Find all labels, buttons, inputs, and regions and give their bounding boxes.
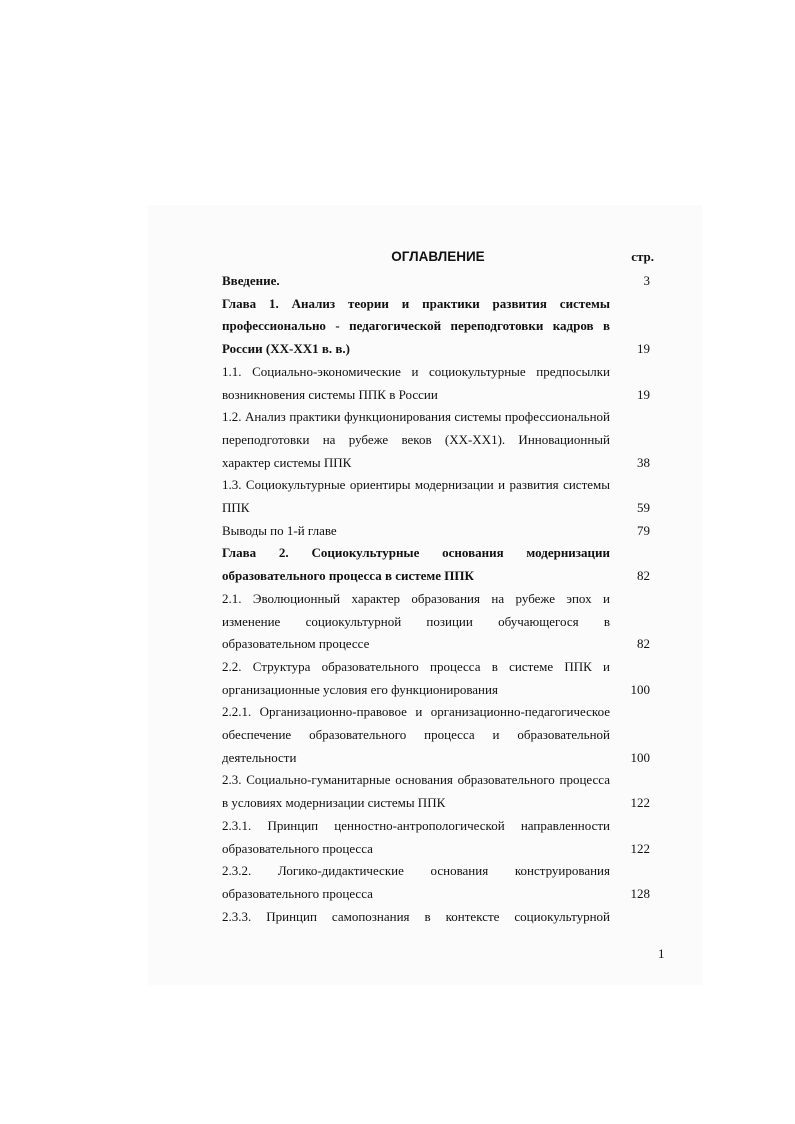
toc-entry-text: Введение.: [222, 273, 280, 288]
toc-entries: [222, 270, 654, 928]
toc-entry-text: 2.3.1. Принцип ценностно-антропологической направленности образовательного процесса: [222, 817, 610, 856]
toc-entry-page: 122: [630, 795, 650, 811]
toc-entry-page: 100: [630, 681, 650, 697]
page-number: 1: [658, 946, 665, 961]
page-column-label: стр.: [631, 249, 654, 264]
toc-entry: [222, 542, 654, 587]
toc-entry-page: 122: [630, 840, 650, 856]
toc-entry: [222, 701, 654, 769]
toc-entry-page: 19: [637, 386, 650, 402]
toc-entry: [222, 520, 654, 543]
toc-title: ОГЛАВЛЕНИЕ: [391, 249, 485, 264]
table-of-contents: [222, 248, 654, 928]
toc-entry: [222, 406, 654, 474]
toc-entry: [222, 769, 654, 814]
toc-entry-text: Выводы по 1-й главе: [222, 522, 337, 538]
toc-entry-page: 38: [637, 454, 650, 470]
toc-entry: [222, 588, 654, 656]
toc-entry: [222, 361, 654, 406]
toc-entry: [222, 860, 654, 905]
toc-entry-text: Глава 1. Анализ теории и практики развития системы профессионально - педагогической переподготовки кадров в России (XX-XX1 в. в.): [222, 295, 610, 357]
toc-header: [222, 248, 654, 270]
toc-entry-page: 3: [643, 273, 650, 288]
toc-entry-text: 1.1. Социально-экономические и социокультурные предпосылки возникновения системы ППК в России: [222, 363, 610, 402]
toc-entry-text: 1.2. Анализ практики функционирования системы профессиональной переподготовки на рубеже веков (XX-XX1). Инновационный характер системы ППК: [222, 409, 610, 470]
toc-entry-text: 2.2. Структура образовательного процесса в системе ППК и организационные условия его функционирования: [222, 658, 610, 697]
toc-entry-page: 19: [637, 341, 650, 357]
toc-entry-page: 79: [637, 522, 650, 538]
toc-entry: [222, 656, 654, 701]
toc-entry: [222, 293, 654, 361]
toc-entry-page: 100: [630, 749, 650, 765]
toc-entry: [222, 270, 654, 293]
toc-entry: [222, 906, 654, 929]
toc-entry-text: 2.3.2. Логико-дидактические основания конструирования образовательного процесса: [222, 863, 610, 901]
toc-entry-page: 128: [630, 885, 650, 901]
toc-entry-text: 2.1. Эволюционный характер образования на рубеже эпох и изменение социокультурной позиции обучающегося в образовательном процессе: [222, 590, 610, 652]
toc-entry-text: 2.2.1. Организационно-правовое и организационно-педагогическое обеспечение образовательного процесса и образовательной деятельности: [222, 704, 610, 765]
toc-entry-page: 82: [637, 568, 650, 584]
toc-entry-text: 2.3. Социально-гуманитарные основания образовательного процесса в условиях модернизации системы ППК: [222, 772, 610, 811]
toc-entry: [222, 474, 654, 519]
toc-entry-text: 2.3.3. Принцип самопознания в контексте социокультурной: [222, 908, 610, 924]
toc-entry-page: 82: [637, 636, 650, 652]
toc-entry-page: 59: [637, 500, 650, 516]
toc-entry-text: 1.3. Социокультурные ориентиры модернизации и развития системы ППК: [222, 477, 610, 516]
toc-entry: [222, 815, 654, 860]
toc-entry-text: Глава 2. Социокультурные основания модернизации образовательного процесса в системе ППК: [222, 545, 610, 584]
